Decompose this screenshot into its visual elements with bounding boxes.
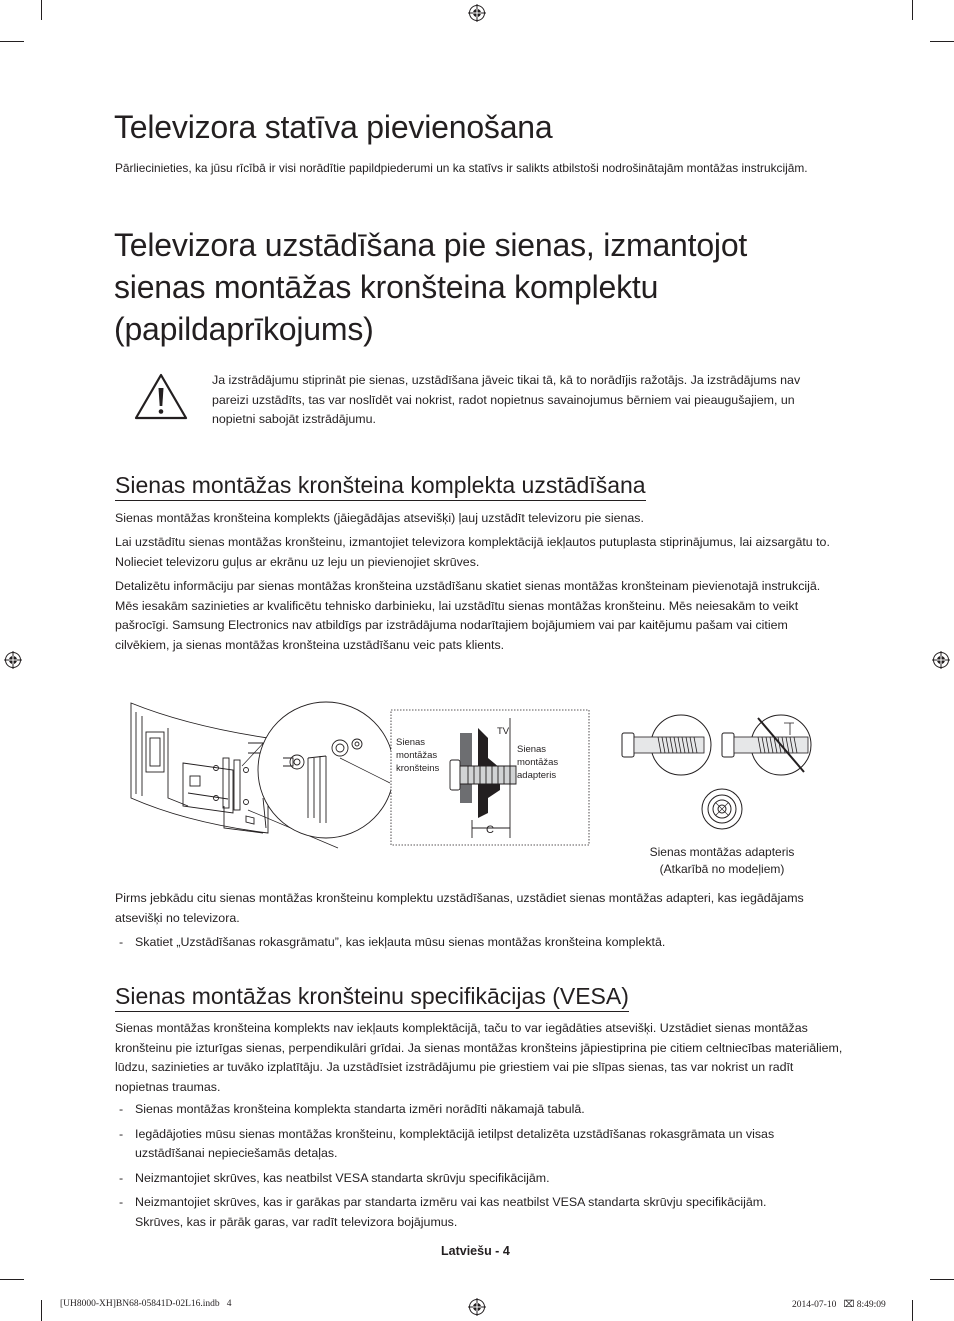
- adapter-icon: [700, 787, 744, 831]
- registration-mark-icon: [4, 651, 22, 669]
- bullet-dash: -: [119, 1102, 124, 1116]
- wall-mount-figure: [128, 698, 828, 883]
- bullet-text: Neizmantojiet skrūves, kas neatbilst VESA standarta skrūvju specifikācijām.: [135, 1170, 550, 1185]
- wall-title-line: sienas montāžas kronšteina komplektu: [114, 269, 659, 305]
- stand-text: Pārliecinieties, ka jūsu rīcībā ir visi norādītie papildpiederumi un ka statīvs ir salikts atbilstoši nodrošinātajām montāžas instrukcijām.: [115, 161, 808, 175]
- crop-mark: [930, 41, 954, 42]
- screw-correct-icon: [618, 713, 718, 778]
- crop-mark: [912, 1300, 913, 1321]
- crop-mark: [912, 0, 913, 20]
- crop-mark: [0, 41, 24, 42]
- after-figure-text: Pirms jebkādu citu sienas montāžas kronšteinu komplektu uzstādīšanas, uzstādiet sienas montāžas adapteri, kas iegādājams atsevišķi no televizora.: [115, 891, 804, 925]
- figure-caption: [636, 844, 808, 878]
- vesa-paragraph: Sienas montāžas kronšteina komplekts nav iekļauts komplektācijā, taču to var iegādāties atsevišķi. Uzstādiet sienas montāžas kronšteinu pie izturīgas sienas, perpendikulāri grīdai. Ja sienas montāžas kronšteins jāpiestiprina pie citiem celtniecības materiāliem, lūdzu, sazinieties ar tuvāko izplatītāju. Ja uzstādīsiet izstrādājumu pie griestiem vai pie slīpas sienas, tas var nokrist un radīt nopietnas traumas.: [115, 1021, 843, 1094]
- crop-mark: [41, 0, 42, 20]
- kit-paragraph: Sienas montāžas kronšteina komplekts (jāiegādājas atsevišķi) ļauj uzstādīt televizoru pie sienas.: [115, 511, 644, 525]
- wall-title-line: Televizora uzstādīšana pie sienas, izmantojot: [114, 227, 748, 263]
- crop-mark: [930, 1279, 954, 1280]
- list-item: [115, 1100, 815, 1120]
- bullet-dash: -: [119, 1195, 124, 1209]
- bullet-dash: -: [119, 1170, 124, 1185]
- crop-mark: [41, 1300, 42, 1321]
- kit-paragraph: Detalizētu informāciju par sienas montāžas kronšteina uzstādīšanu skatiet sienas montāžas kronšteinam pievienotajā instrukcijā. Mēs iesakām sazinieties ar kvalificētu tehnisko darbinieku, lai uzstādītu sienas montāžas kronšteinu. Mēs neiesakām to veikt pašrocīgi. Samsung Electronics nav atbildīgs par izstrādājuma nodarītajiem bojājumiem vai par kaitējumu pašam vai citiem cilvēkiem, ja sienas montāžas kronšteina uzstādīšanu veic pats klients.: [115, 579, 821, 652]
- warning-icon: [133, 372, 189, 422]
- crop-mark: [0, 1279, 24, 1280]
- figure-label-adapter: Sienas montāžas adapteris: [517, 744, 559, 781]
- bullet-text: Iegādājoties mūsu sienas montāžas kronšteinu, komplektācijā ietilpst detalizēta uzstādīšanas rokasgrāmata un visas uzstādīšanai nepieciešamās detaļas.: [135, 1126, 775, 1160]
- kit-section-title: Sienas montāžas kronšteina komplekta uzstādīšana: [115, 471, 646, 501]
- page-title-stand: Televizora statīva pievienošana: [114, 109, 553, 145]
- wall-title-line: (papildaprīkojums): [114, 311, 374, 347]
- bullet-text: Sienas montāžas kronšteina komplekta standarta izmēri norādīti nākamajā tabulā.: [135, 1102, 585, 1116]
- screw-incorrect-icon: [718, 713, 818, 778]
- after-figure-bullet: [115, 933, 855, 953]
- caption-line: (Atkarībā no modeļiem): [659, 862, 785, 876]
- bullet-dash: -: [119, 1126, 124, 1141]
- wall-mount-title: [114, 224, 747, 350]
- figure-label-tv: TV: [497, 726, 510, 737]
- caption-line: Sienas montāžas adapteris: [649, 845, 795, 859]
- list-item: [115, 1193, 815, 1232]
- vesa-bullet-list: [115, 1100, 815, 1232]
- list-item: [115, 1169, 815, 1189]
- figure-label-bracket: Sienas montāžas kronšteins: [396, 737, 440, 774]
- kit-paragraph: Lai uzstādītu sienas montāžas kronšteinu, izmantojiet televizora komplektācijā iekļautos putuplasta stiprinājumus, lai aizsargātu to. Nolieciet televizoru guļus ar ekrānu uz leju un pievienojiet skrūves.: [115, 535, 830, 569]
- registration-mark-icon: [468, 4, 486, 22]
- bullet-dash: -: [119, 935, 124, 949]
- file-info: [UH8000-XH]BN68-05841D-02L16.indb 4: [60, 1299, 232, 1309]
- bullet-text: Neizmantojiet skrūves, kas ir garākas par standarta izmēru vai kas neatbilst VESA standarta skrūvju specifikācijām. Skrūves, kas ir pārāk garas, var radīt televizora bojājumus.: [135, 1195, 767, 1229]
- warning-text: Ja izstrādājumu stiprināt pie sienas, uzstādīšana jāveic tikai tā, kā to norādījis ražotājs. Ja izstrādājums nav pareizi uzstādīts, tas var noslīdēt vai nokrist, radot nopietnus savainojumus bērniem vai pieaugušajiem, un nopietni sabojāt izstrādājumu.: [212, 373, 801, 426]
- vesa-section-title: Sienas montāžas kronšteinu specifikācijas (VESA): [115, 982, 629, 1012]
- registration-mark-icon: [932, 651, 950, 669]
- registration-mark-icon: [468, 1298, 486, 1316]
- page-number: Latviešu - 4: [441, 1244, 510, 1258]
- bullet-text: Skatiet „Uzstādīšanas rokasgrāmatu”, kas iekļauta mūsu sienas montāžas kronšteina komplektā.: [135, 935, 666, 949]
- figure-label-c: C: [486, 824, 494, 836]
- date-info: 2014-07-10 ⌧ 8:49:09: [792, 1300, 886, 1310]
- list-item: [115, 1125, 815, 1164]
